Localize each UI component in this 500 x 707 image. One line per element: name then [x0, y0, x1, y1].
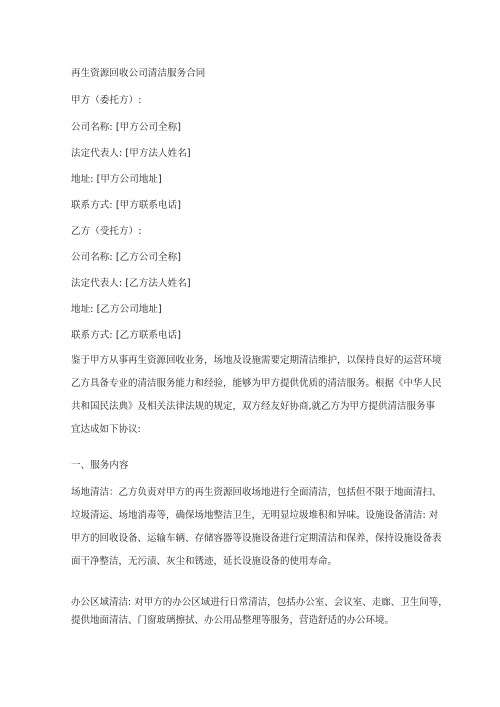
preamble-paragraph — [71, 355, 442, 447]
preamble-line: 鉴于甲方从事再生资源回收业务，场地及设施需要定期清洁维护，以保持良好的运营环境 — [71, 355, 442, 366]
party-a-address: 地址: [甲方公司地址] — [71, 174, 162, 185]
office-cleaning-line: 提供地面清洁、门窗玻璃擦拭、办公用品整理等服务，营造舒适的办公环境。 — [71, 615, 395, 626]
party-b-company: 公司名称: [乙方公司全称] — [71, 252, 182, 263]
party-a-contact: 联系方式: [甲方联系电话] — [71, 200, 182, 211]
party-b-legal-rep: 法定代表人: [乙方法人姓名] — [71, 278, 191, 289]
office-cleaning-line: 办公区域清洁: 对甲方的办公区域进行日常清洁，包括办公室、会议室、走廊、卫生间等， — [71, 597, 448, 608]
section-1-heading: 一、服务内容 — [71, 460, 129, 471]
site-cleaning-line: 场地清洁：乙方负责对甲方的再生资源回收场地进行全面清洁，包括但不限于地面清扫、 — [71, 487, 442, 498]
party-b-address: 地址: [乙方公司地址] — [71, 304, 162, 315]
site-cleaning-line: 垃圾清运、场地消毒等，确保场地整洁卫生，无明显垃圾堆积和异味。设施设备清洁: 对 — [71, 510, 439, 521]
office-cleaning-paragraph — [71, 597, 448, 633]
site-cleaning-paragraph — [71, 487, 442, 579]
document-title: 再生资源回收公司清洁服务合同 — [71, 68, 206, 79]
preamble-line: 共和国民法典》及相关法律法规的规定，双方经友好协商,就乙方为甲方提供清洁服务事 — [71, 401, 436, 412]
party-a-heading: 甲方（委托方）: — [71, 95, 142, 106]
site-cleaning-line: 面干净整洁，无污渍、灰尘和锈迹，延长设施设备的使用寿命。 — [71, 556, 338, 567]
preamble-line: 宜达成如下协议: — [71, 424, 141, 435]
party-a-company: 公司名称: [甲方公司全称] — [71, 122, 182, 133]
site-cleaning-line: 甲方的回收设备、运输车辆、存储容器等设施设备进行定期清洁和保养，保持设施设备表 — [71, 533, 442, 544]
party-b-heading: 乙方（受托方）: — [71, 226, 142, 237]
party-b-contact: 联系方式: [乙方联系电话] — [71, 330, 182, 341]
party-a-legal-rep: 法定代表人: [甲方法人姓名] — [71, 148, 191, 159]
preamble-line: 乙方具备专业的清洁服务能力和经验，能够为甲方提供优质的清洁服务。根据《中华人民 — [71, 378, 442, 389]
